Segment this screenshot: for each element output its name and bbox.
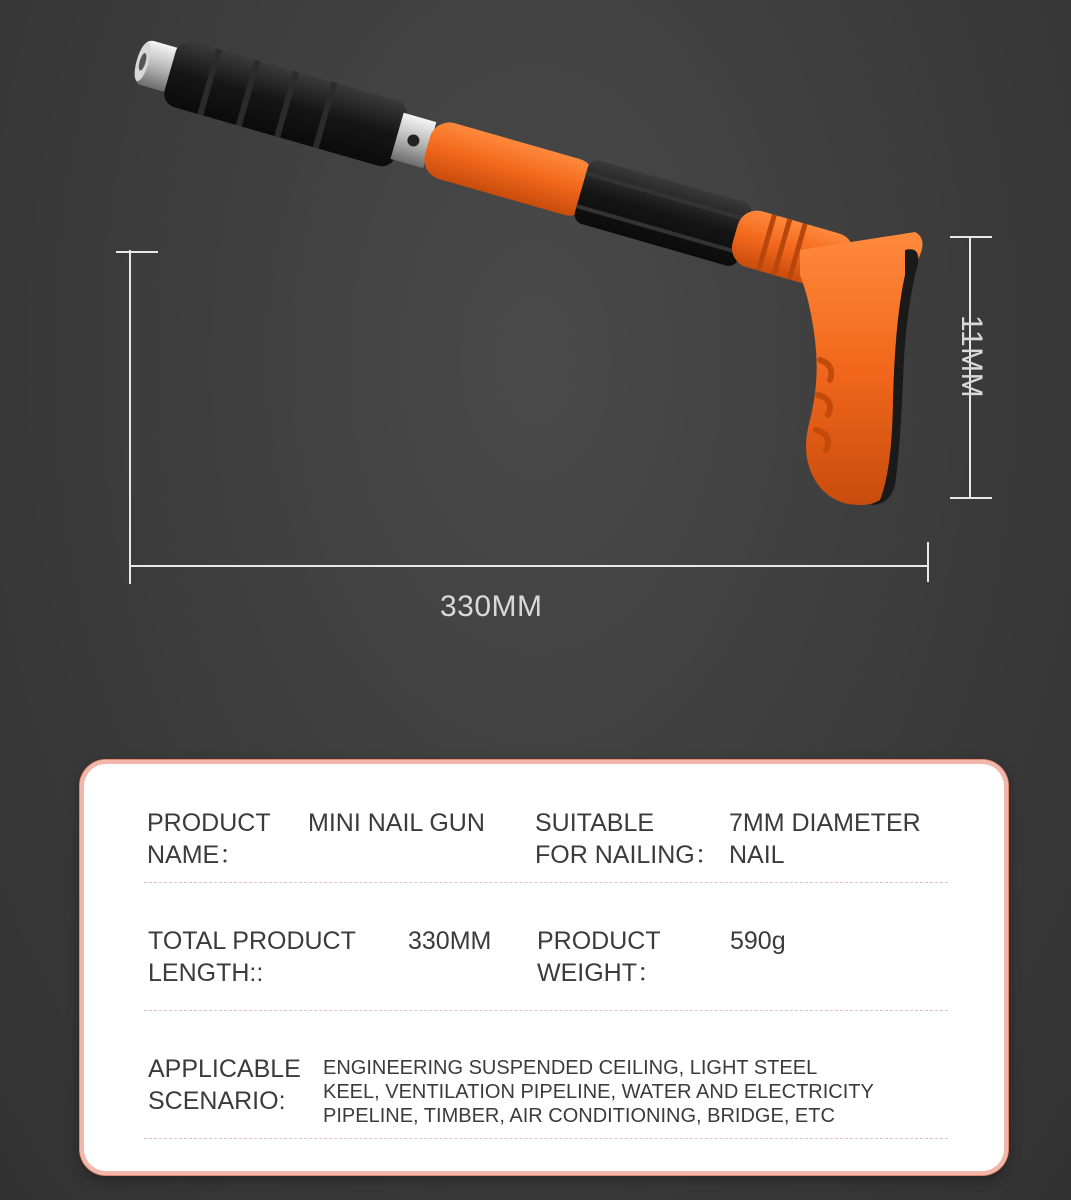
- suitable-nailing-value: 7MM DIAMETER NAIL: [729, 809, 921, 869]
- product-weight-value: 590g: [730, 927, 786, 955]
- applicable-scenario-value: ENGINEERING SUSPENDED CEILING, LIGHT STEEL KEEL, VENTILATION PIPELINE, WATER AND ELECTRICITY PIPELINE, TIMBER, AIR CONDITIONING, BRIDGE, ETC: [323, 1057, 874, 1127]
- specs-card: [80, 760, 1008, 1175]
- length-label: 330MM: [440, 590, 543, 623]
- total-length-value: 330MM: [408, 927, 492, 955]
- applicable-scenario-label: APPLICABLE SCENARIO:: [148, 1055, 301, 1115]
- product-weight-label: PRODUCT WEIGHT：: [537, 927, 662, 987]
- product-name-label: PRODUCT NAME：: [147, 809, 271, 869]
- orange-front-body: [420, 118, 599, 221]
- total-length-label: TOTAL PRODUCT LENGTH::: [148, 927, 356, 987]
- height-label: 11MM: [955, 315, 988, 399]
- gun-barrel: [127, 28, 860, 298]
- row-divider: [144, 1010, 948, 1011]
- suitable-nailing-label: SUITABLE FOR NAILING：: [535, 809, 720, 869]
- row-divider: [144, 882, 948, 883]
- pistol-grip: [800, 232, 923, 505]
- product-name-value: MINI NAIL GUN: [308, 809, 485, 837]
- row-divider: [144, 1138, 948, 1139]
- length-dimension-line: [116, 250, 928, 584]
